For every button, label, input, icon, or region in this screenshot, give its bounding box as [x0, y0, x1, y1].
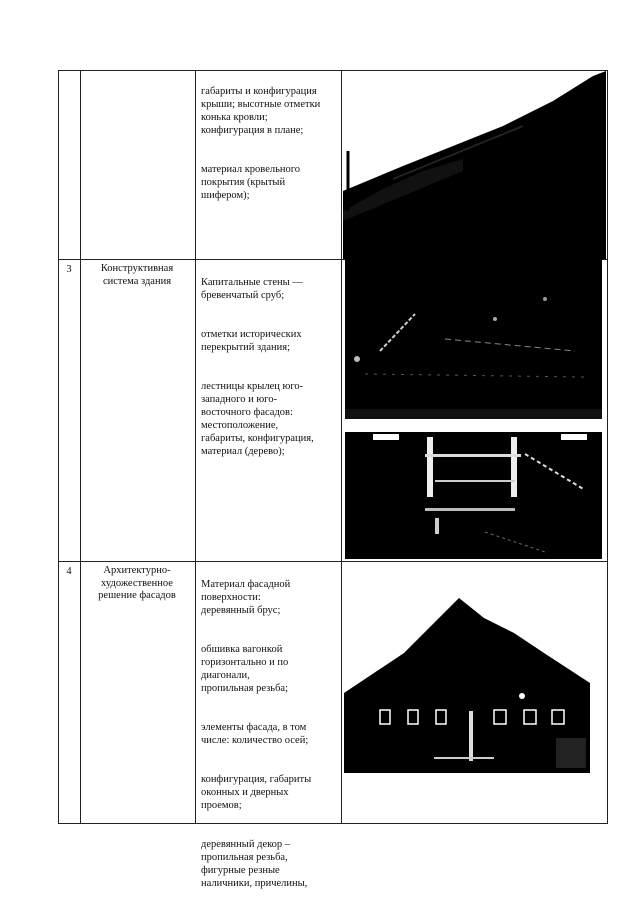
description-item: конфигурация, габариты оконных и дверных проемов;	[201, 774, 312, 811]
table-border-right	[607, 70, 608, 824]
description-item: Капитальные стены — бревенчатый сруб;	[201, 277, 303, 301]
description-item: деревянный декор – пропильная резьба, фигурные резные наличники, причелины,	[201, 839, 308, 889]
description-item: отметки исторических перекрытий здания;	[201, 329, 302, 353]
description-item: материал кровельного покрытия (крытый шифером);	[201, 164, 301, 201]
description-item: Материал фасадной поверхности: деревянный брус;	[201, 579, 291, 616]
row-description	[201, 72, 339, 228]
description-item: лестницы крылец юго- западного и юго- восточного фасадов: местоположение, габариты, конфигурация, материал (дерево);	[201, 381, 314, 457]
row-description	[201, 565, 341, 903]
row-title: Архитектурно- художественное решение фасадов	[98, 565, 176, 601]
description-item: обшивка вагонкой горизонтально и по диагонали, пропильная резьба;	[201, 644, 289, 694]
description-item: элементы фасада, в том числе: количество осей;	[201, 722, 309, 746]
walls-photo	[345, 259, 602, 419]
row-number: 3	[66, 264, 72, 275]
row-number: 4	[66, 566, 72, 577]
heritage-table	[58, 70, 608, 889]
description-item: габариты и конфигурация крыши; высотные отметки конька кровли; конфигурация в плане;	[201, 86, 321, 136]
table-border-left	[58, 70, 59, 824]
row-divider-2	[58, 561, 608, 562]
row-title: Конструктивная система здания	[100, 263, 174, 287]
roof-photo	[343, 71, 606, 259]
row-description	[201, 263, 339, 484]
facade-photo	[344, 593, 590, 773]
porch-stairs-photo	[345, 432, 602, 559]
column-divider-2	[195, 70, 196, 824]
column-divider-1	[80, 70, 81, 824]
column-divider-3	[341, 70, 342, 824]
